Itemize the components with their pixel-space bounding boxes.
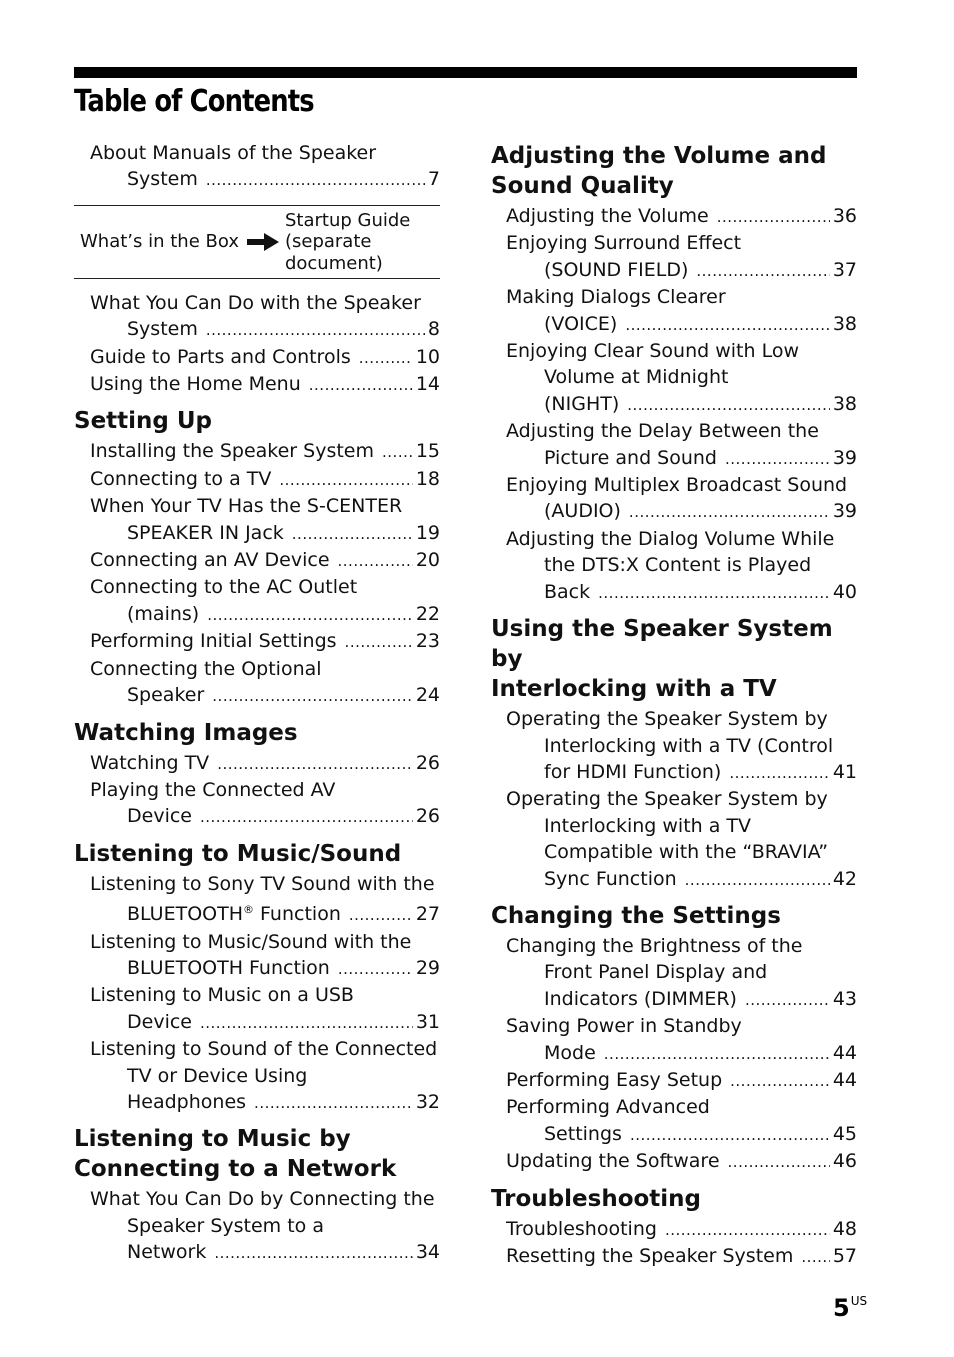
toc-entry-text: (AUDIO)	[544, 500, 621, 523]
toc-entry-line	[74, 547, 440, 574]
toc-entry-line: Operating the Speaker System by	[506, 708, 828, 731]
toc-entry[interactable]	[74, 1186, 440, 1266]
toc-entry-line: Interlocking with a TV	[544, 814, 752, 837]
toc-entry[interactable]	[491, 933, 857, 1013]
page-number-suffix: US	[850, 1294, 868, 1308]
dot-leader	[212, 683, 413, 709]
dot-leader	[309, 372, 413, 398]
toc-entry-text: Troubleshooting	[506, 1217, 657, 1240]
dot-leader	[217, 751, 413, 777]
whats-in-the-box-label: What’s in the Box	[80, 231, 239, 253]
startup-guide-note	[285, 210, 410, 275]
toc-page-number: 38	[832, 312, 857, 335]
top-rule	[74, 67, 857, 78]
toc-page-number: 7	[427, 168, 440, 191]
toc-entry-text: Sync Function	[544, 867, 677, 890]
dot-leader	[730, 1068, 830, 1094]
toc-entry-line: Front Panel Display and	[544, 961, 768, 984]
dot-leader	[206, 317, 425, 343]
toc-entry-line	[491, 203, 857, 230]
toc-entry-text: Using the Home Menu	[90, 373, 301, 396]
section-heading	[74, 839, 440, 869]
toc-entry[interactable]	[74, 982, 440, 1036]
dot-leader	[627, 392, 830, 418]
toc-page-number: 36	[832, 205, 857, 227]
toc-entry[interactable]	[74, 750, 440, 777]
dot-leader	[359, 345, 413, 371]
toc-page-number: 44	[832, 1041, 857, 1064]
toc-entry-text: Settings	[544, 1122, 622, 1145]
toc-page-number: 29	[415, 956, 440, 979]
dot-leader	[206, 167, 425, 193]
toc-entry-text: System	[127, 318, 198, 341]
toc-page-number: 15	[415, 440, 440, 463]
toc-entry-line: Adjusting the Delay Between the	[506, 420, 819, 443]
startup-guide-line: document)	[284, 252, 383, 274]
toc-page-number: 22	[415, 602, 440, 625]
dot-leader	[728, 1149, 830, 1175]
left-sections	[74, 406, 440, 1266]
dot-leader	[254, 1090, 413, 1116]
toc-entry-text: Indicators (DIMMER)	[544, 987, 737, 1010]
toc-entry-line	[491, 311, 857, 338]
toc-entry-line	[491, 1148, 857, 1175]
dot-leader	[338, 548, 413, 574]
toc-entry-line	[74, 628, 440, 655]
toc-entry-line: What You Can Do with the Speaker	[90, 291, 421, 314]
toc-entry[interactable]	[74, 344, 440, 371]
dot-leader	[598, 580, 830, 606]
toc-entry-line: Playing the Connected AV	[90, 778, 336, 801]
toc-entry-line	[74, 682, 440, 709]
toc-entry-text: Headphones	[127, 1090, 247, 1113]
toc-page-number: 38	[832, 392, 857, 415]
toc-entry-line: Enjoying Multiplex Broadcast Sound	[506, 474, 848, 497]
toc-entry[interactable]	[74, 493, 440, 547]
dot-leader	[338, 956, 413, 982]
toc-page-number: 27	[415, 903, 440, 926]
toc-entry-line: Listening to Sound of the Connected	[90, 1038, 438, 1061]
dot-leader	[382, 439, 413, 465]
toc-entry-line	[74, 438, 440, 465]
toc-entry-text: SPEAKER IN Jack	[127, 521, 284, 544]
toc-entry-line	[74, 955, 440, 982]
toc-entry-line	[74, 166, 440, 193]
toc-entry-line: Listening to Music/Sound with the	[90, 930, 412, 953]
page-number	[833, 1294, 867, 1322]
toc-entry-line	[74, 520, 440, 547]
toc-entry-line	[74, 750, 440, 777]
toc-page-number: 39	[832, 446, 857, 469]
toc-entry-line: Saving Power in Standby	[506, 1015, 742, 1038]
section-heading	[491, 614, 857, 704]
section-heading	[74, 718, 440, 748]
toc-entry[interactable]	[74, 140, 440, 194]
toc-entry[interactable]	[74, 929, 440, 983]
section-heading-line: Connecting to a Network	[74, 1156, 397, 1183]
section-heading	[491, 901, 857, 931]
toc-entry-line	[491, 759, 857, 786]
toc-entry-line: Operating the Speaker System by	[506, 788, 828, 811]
toc-entry-line: Enjoying Surround Effect	[506, 232, 742, 255]
intro-entries	[74, 290, 440, 399]
toc-page-number: 41	[832, 760, 857, 783]
toc-page-number: 26	[415, 805, 440, 828]
section-heading-line: Setting Up	[74, 408, 213, 435]
toc-entry-text: for HDMI Function)	[544, 760, 722, 783]
toc-entry[interactable]	[491, 1148, 857, 1175]
toc-entry-text: Watching TV	[90, 751, 210, 774]
toc-entry[interactable]	[74, 371, 440, 398]
toc-page-number: 26	[415, 751, 440, 774]
toc-entry-text: Guide to Parts and Controls	[90, 345, 351, 368]
toc-entry-line	[74, 897, 440, 928]
toc-entry-line	[491, 866, 857, 893]
toc-entry[interactable]	[491, 472, 857, 526]
toc-entry[interactable]	[74, 290, 440, 344]
toc-entry-line: What You Can Do by Connecting the	[90, 1188, 435, 1211]
toc-page-number: 24	[415, 684, 440, 707]
dot-leader	[630, 1122, 830, 1148]
section-heading	[491, 141, 857, 201]
section-heading	[74, 1124, 440, 1184]
section-heading-line: Sound Quality	[491, 173, 674, 199]
toc-entry-text: (mains)	[127, 602, 200, 625]
toc-entry-text: Device	[127, 1010, 192, 1033]
toc-entry[interactable]	[491, 1094, 857, 1148]
toc-entry-line	[74, 1009, 440, 1036]
section-heading-line: Watching Images	[74, 719, 298, 746]
toc-page-number: 46	[832, 1150, 857, 1173]
section-heading-line: Adjusting the Volume and	[491, 143, 827, 169]
toc-page-number: 19	[415, 521, 440, 544]
toc-page-number: 34	[415, 1241, 440, 1264]
toc-entry[interactable]	[74, 438, 440, 465]
page-number-value: 5	[833, 1294, 850, 1322]
toc-entry-line: Making Dialogs Clearer	[506, 286, 726, 309]
toc-page-number: 23	[415, 630, 440, 653]
toc-entry-line: Listening to Music on a USB	[90, 984, 354, 1007]
toc-entry-line	[491, 445, 857, 472]
toc-page-number: 40	[832, 580, 857, 603]
toc-entry-line	[491, 391, 857, 418]
toc-entry[interactable]	[491, 1216, 857, 1243]
toc-entry[interactable]	[491, 418, 857, 472]
toc-entry[interactable]	[491, 706, 857, 786]
toc-entry-line	[491, 1121, 857, 1148]
startup-guide-line: (separate	[284, 231, 372, 253]
toc-page-number: 20	[415, 549, 440, 572]
toc-entry-line	[74, 371, 440, 398]
toc-page-number: 32	[415, 1090, 440, 1113]
toc-page-number: 31	[415, 1010, 440, 1033]
toc-entry-line: Speaker System to a	[127, 1214, 324, 1237]
toc-entry-line: Compatible with the “BRAVIA”	[544, 841, 829, 864]
toc-page-number: 10	[415, 345, 440, 368]
dot-leader	[349, 902, 413, 928]
toc-entry-line: Listening to Sony TV Sound with the	[90, 872, 435, 895]
toc-entry-line	[491, 1040, 857, 1067]
toc-entry-line: Volume at Midnight	[544, 366, 729, 389]
dot-leader	[200, 1010, 413, 1036]
toc-page-number: 48	[832, 1217, 857, 1240]
right-column	[491, 141, 857, 1270]
toc-entry[interactable]	[74, 871, 440, 929]
toc-page-number: 45	[832, 1122, 857, 1145]
toc-entry[interactable]	[74, 547, 440, 574]
toc-entry-line: Connecting the Optional	[90, 657, 322, 680]
dot-leader	[345, 629, 413, 655]
toc-entry[interactable]	[491, 1013, 857, 1067]
toc-entry-line	[491, 257, 857, 284]
toc-entry-line: When Your TV Has the S-CENTER	[90, 495, 403, 518]
toc-page-number: 44	[832, 1068, 857, 1091]
dot-leader	[629, 499, 830, 525]
toc-entry-text: Connecting an AV Device	[90, 549, 330, 572]
toc-entry-line: Changing the Brightness of the	[506, 934, 803, 957]
section-heading-line: Changing the Settings	[491, 902, 781, 929]
toc-entry[interactable]	[74, 574, 440, 628]
toc-entry[interactable]	[491, 1067, 857, 1094]
toc-entry-line	[74, 344, 440, 371]
left-column	[74, 140, 440, 1267]
toc-entry[interactable]	[491, 338, 857, 418]
right-sections	[491, 141, 857, 1270]
toc-entry[interactable]	[491, 526, 857, 606]
toc-entry-line: Adjusting the Dialog Volume While	[506, 527, 835, 550]
toc-entry-line	[491, 986, 857, 1013]
toc-entry-line	[74, 466, 440, 493]
dot-leader	[729, 760, 829, 786]
toc-page-number: 42	[832, 867, 857, 890]
toc-page-number: 43	[832, 987, 857, 1010]
dot-leader	[279, 467, 412, 493]
toc-entry-text: System	[127, 168, 198, 191]
toc-entry-text: Network	[127, 1241, 207, 1264]
toc-entry-line: the DTS:X Content is Played	[544, 554, 812, 577]
toc-entry-text: (SOUND FIELD)	[544, 258, 689, 281]
toc-entry-line: About Manuals of the Speaker	[90, 142, 377, 164]
toc-entry-text: Installing the Speaker System	[90, 440, 375, 463]
toc-entry-text: BLUETOOTH® Function	[127, 903, 341, 926]
toc-entry-text: BLUETOOTH Function	[127, 956, 330, 979]
toc-page-number: 37	[832, 258, 857, 281]
toc-entry[interactable]	[491, 1243, 857, 1270]
section-heading-line: Using the Speaker System by	[491, 616, 833, 673]
toc-page-number: 8	[427, 318, 440, 341]
toc-entry-line	[74, 1239, 440, 1266]
dot-leader	[801, 1244, 829, 1270]
toc-entry-text: Mode	[544, 1041, 596, 1064]
toc-entry-text: Adjusting the Volume	[506, 205, 709, 227]
toc-entry-text: Performing Easy Setup	[506, 1068, 723, 1091]
toc-entry-line	[491, 579, 857, 606]
dot-leader	[214, 1240, 412, 1266]
toc-entry[interactable]	[491, 230, 857, 284]
whats-in-the-box-panel	[74, 205, 440, 279]
toc-entry-line: Interlocking with a TV (Control	[544, 734, 834, 757]
toc-page-number: 14	[415, 373, 440, 396]
dot-leader	[625, 312, 829, 338]
intro-entries	[74, 140, 440, 194]
page-title: Table of Contents	[74, 84, 314, 119]
toc-page-number: 18	[415, 467, 440, 490]
section-heading-line: Interlocking with a TV	[491, 676, 777, 703]
dot-leader	[207, 602, 413, 628]
toc-entry-text: Device	[127, 805, 192, 828]
toc-entry[interactable]	[74, 466, 440, 493]
toc-entry[interactable]	[74, 1036, 440, 1116]
dot-leader	[685, 867, 830, 893]
toc-entry-line	[74, 601, 440, 628]
toc-entry-line	[491, 1243, 857, 1270]
section-heading	[491, 1184, 857, 1214]
toc-entry[interactable]	[491, 786, 857, 893]
toc-entry[interactable]	[491, 284, 857, 338]
dot-leader	[604, 1041, 830, 1067]
toc-entry-line: Performing Advanced	[506, 1096, 710, 1119]
dot-leader	[725, 446, 830, 472]
section-heading-line: Listening to Music by	[74, 1126, 351, 1153]
section-heading-line: Listening to Music/Sound	[74, 840, 402, 867]
toc-entry-line: TV or Device Using	[127, 1064, 308, 1087]
toc-entry[interactable]	[74, 628, 440, 655]
toc-entry[interactable]	[74, 777, 440, 831]
toc-entry-text: Performing Initial Settings	[90, 630, 337, 653]
toc-entry-text: Connecting to a TV	[90, 467, 272, 490]
section-heading-line: Troubleshooting	[491, 1185, 702, 1212]
dot-leader	[696, 258, 829, 284]
toc-entry-text: (VOICE)	[544, 312, 618, 335]
toc-entry-line	[491, 498, 857, 525]
toc-entry-line: Connecting to the AC Outlet	[90, 576, 358, 599]
toc-entry-text: (NIGHT)	[544, 392, 620, 415]
dot-leader	[745, 987, 830, 1013]
toc-entry[interactable]	[491, 203, 857, 230]
toc-entry-line: Enjoying Clear Sound with Low	[506, 340, 799, 363]
toc-entry-text: Picture and Sound	[544, 446, 717, 469]
toc-page-number: 57	[832, 1245, 857, 1267]
toc-entry-text: Resetting the Speaker System	[506, 1245, 794, 1267]
dot-leader	[292, 521, 413, 547]
dot-leader	[665, 1217, 830, 1243]
toc-entry[interactable]	[74, 656, 440, 710]
startup-guide-line: Startup Guide	[284, 209, 411, 231]
toc-entry-line	[74, 1089, 440, 1116]
toc-entry-text: Updating the Software	[506, 1150, 720, 1173]
arrow-right-icon	[247, 233, 279, 251]
toc-entry-line	[74, 803, 440, 830]
toc-entry-line	[74, 316, 440, 343]
toc-entry-text: Speaker	[127, 684, 205, 707]
toc-entry-text: Back	[544, 580, 591, 603]
dot-leader	[717, 204, 830, 230]
toc-entry-line	[491, 1067, 857, 1094]
toc-entry-line	[491, 1216, 857, 1243]
section-heading	[74, 406, 440, 436]
dot-leader	[200, 804, 413, 830]
toc-page-number: 39	[832, 500, 857, 523]
